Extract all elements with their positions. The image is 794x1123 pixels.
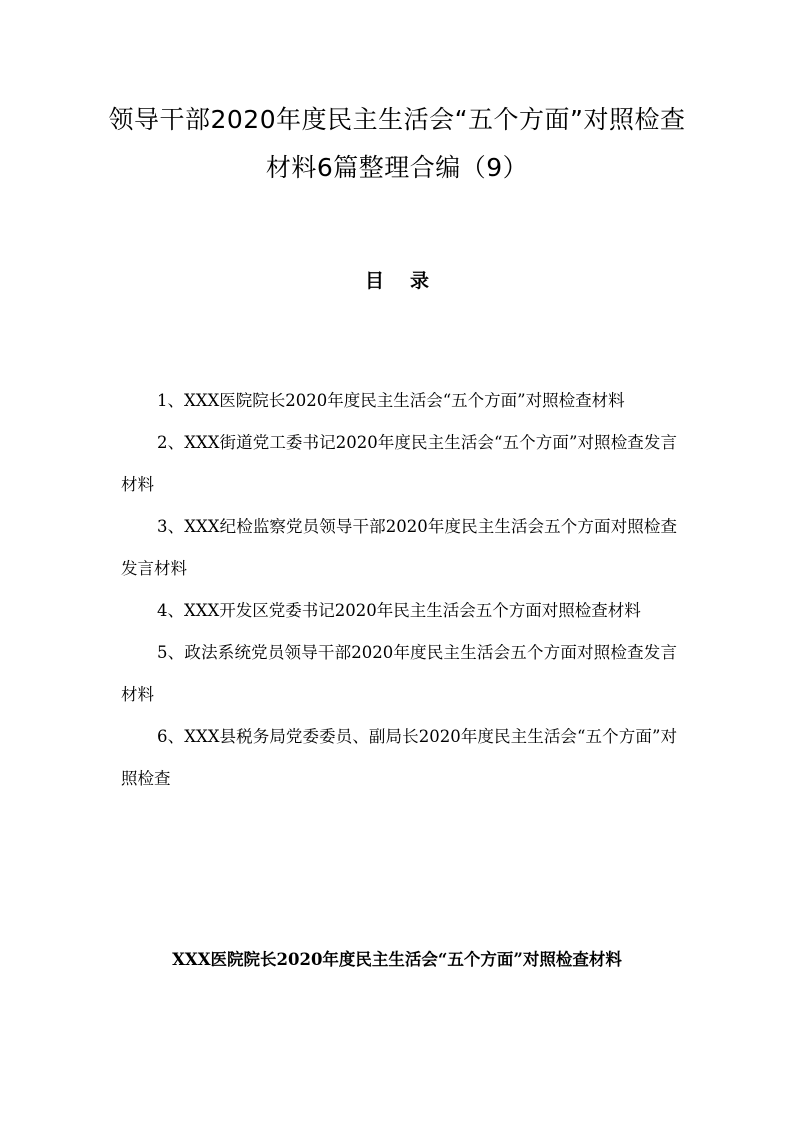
table-of-contents: [121, 380, 677, 800]
toc-item-1: 1、XXX医院院长2020年度民主生活会“五个方面”对照检查材料: [157, 391, 625, 410]
document-title-line-2: 材料6篇整理合编（9）: [265, 153, 529, 182]
toc-item-4: 4、XXX开发区党委书记2020年民主生活会五个方面对照检查材料: [157, 601, 641, 620]
toc-item-3: 3、XXX纪检监察党员领导干部2020年度民主生活会五个方面对照检查发言材料: [121, 517, 677, 578]
toc-heading: 目录: [364, 270, 455, 292]
toc-item-2: 2、XXX街道党工委书记2020年度民主生活会“五个方面”对照检查发言材料: [121, 433, 677, 494]
toc-item-5: 5、政法系统党员领导干部2020年度民主生活会五个方面对照检查发言材料: [121, 643, 677, 704]
section-title: XXX医院院长2020年度民主生活会“五个方面”对照检查材料: [172, 950, 622, 969]
document-title: [90, 96, 704, 192]
document-title-line-1: 领导干部2020年度民主生活会“五个方面”对照检查: [108, 105, 686, 134]
toc-item-6: 6、XXX县税务局党委委员、副局长2020年度民主生活会“五个方面”对照检查: [121, 727, 677, 788]
